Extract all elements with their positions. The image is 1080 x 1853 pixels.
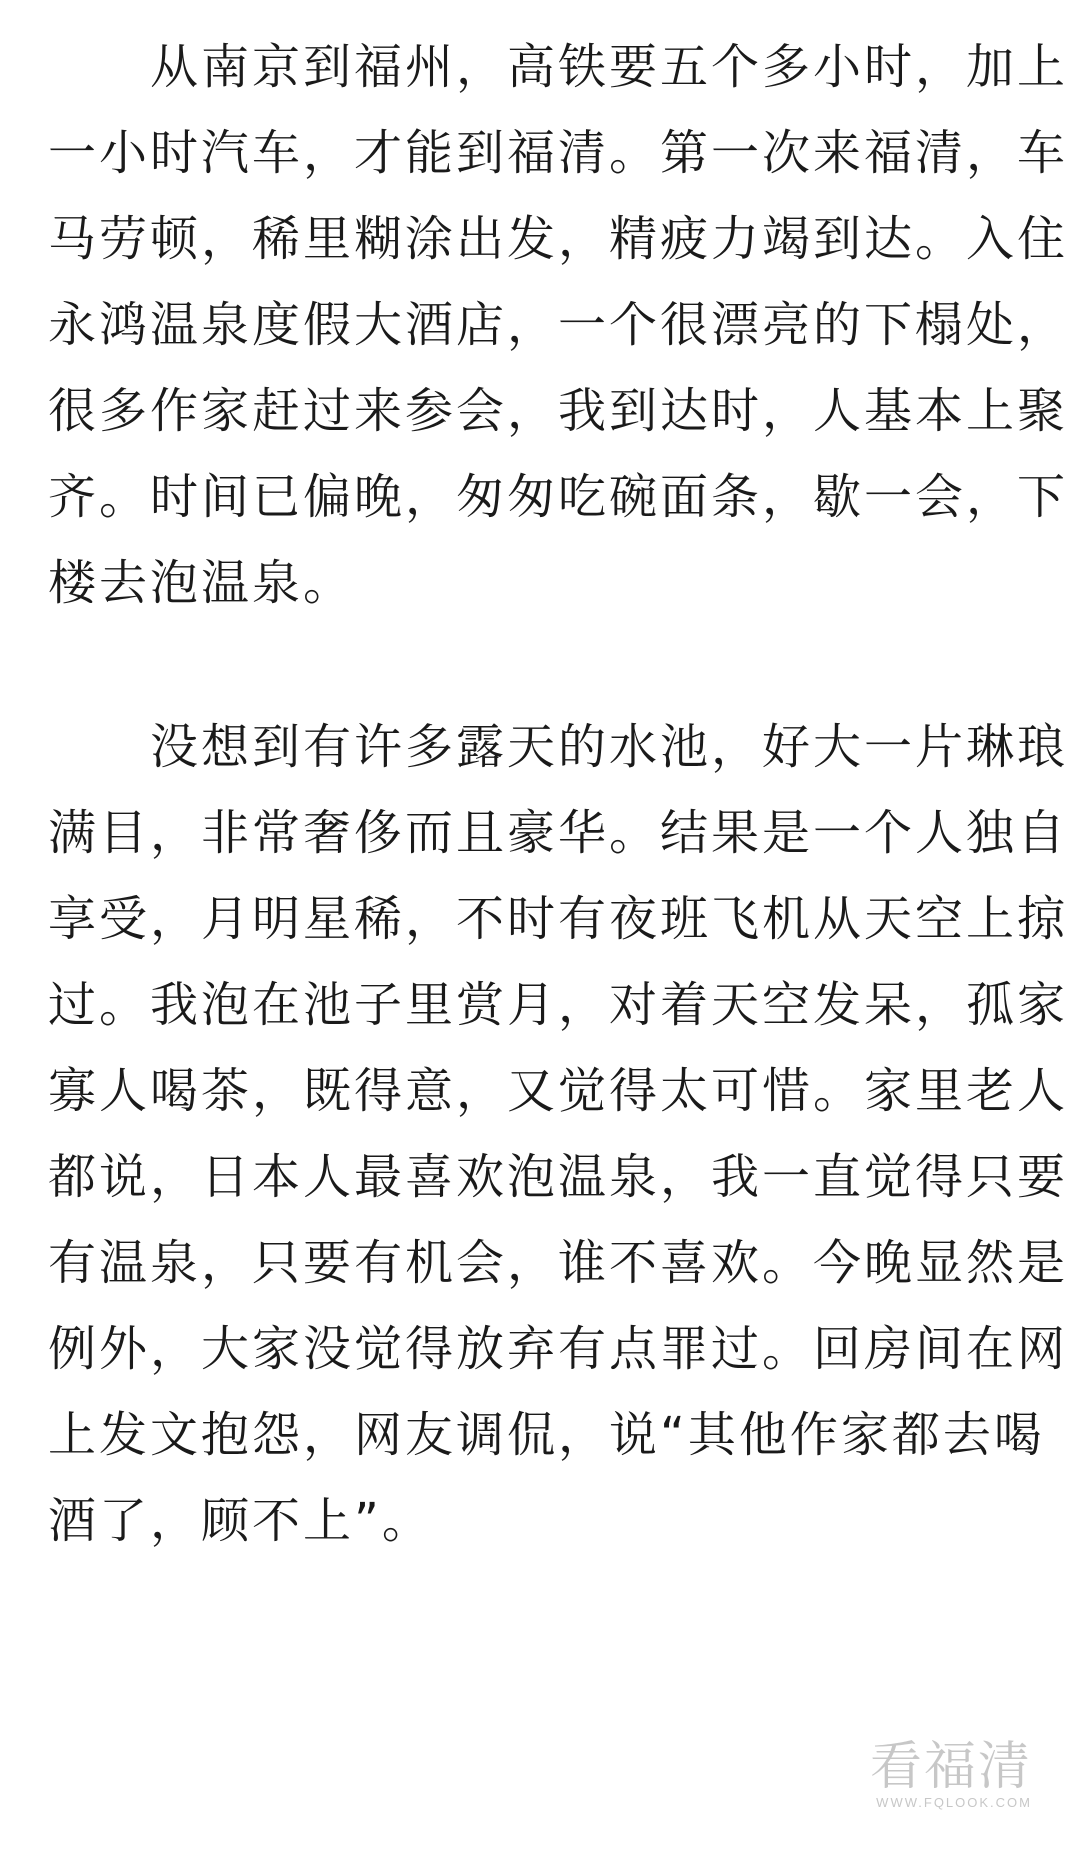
paragraph-1-line-7: 楼去泡温泉。	[48, 555, 355, 611]
paragraph-1-line-1: 从南京到福州，高铁要五个多小时，加上	[48, 39, 1069, 95]
paragraph-2-line-3: 享受，月明星稀，不时有夜班飞机从天空上掠	[48, 891, 1069, 947]
paragraph-1-line-6: 齐。时间已偏晚，匆匆吃碗面条，歇一会，下	[48, 469, 1069, 525]
paragraph-2-line-8: 例外，大家没觉得放弃有点罪过。回房间在网	[48, 1321, 1069, 1377]
paragraph-2-line-4: 过。我泡在池子里赏月，对着天空发呆，孤家	[48, 977, 1069, 1033]
site-watermark	[870, 1739, 1032, 1811]
paragraph-2-line-7: 有温泉，只要有机会，谁不喜欢。今晚显然是	[48, 1235, 1069, 1291]
watermark-url: WWW.FQLOOK.COM	[876, 1795, 1032, 1810]
paragraph-2-line-2: 满目，非常奢侈而且豪华。结果是一个人独自	[48, 805, 1069, 861]
paragraph-2-line-5: 寡人喝茶，既得意，又觉得太可惜。家里老人	[48, 1063, 1069, 1119]
paragraph-1-line-2: 一小时汽车，才能到福清。第一次来福清，车	[48, 125, 1069, 181]
paragraph-2-line-6: 都说，日本人最喜欢泡温泉，我一直觉得只要	[48, 1149, 1069, 1205]
paragraph-1-line-3: 马劳顿，稀里糊涂出发，精疲力竭到达。入住	[48, 211, 1069, 267]
paragraph-2-line-9: 上发文抱怨，网友调侃，说“其他作家都去喝	[48, 1407, 1045, 1463]
paragraph-1-line-4: 永鸿温泉度假大酒店，一个很漂亮的下榻处，	[48, 297, 1069, 353]
paragraph-2-line-10: 酒了，顾不上”。	[48, 1493, 433, 1549]
paragraph-1-line-5: 很多作家赶过来参会，我到达时，人基本上聚	[48, 383, 1069, 439]
paragraph-2-line-1: 没想到有许多露天的水池，好大一片琳琅	[48, 719, 1069, 775]
watermark-logo-text: 看福清	[869, 1737, 1032, 1797]
